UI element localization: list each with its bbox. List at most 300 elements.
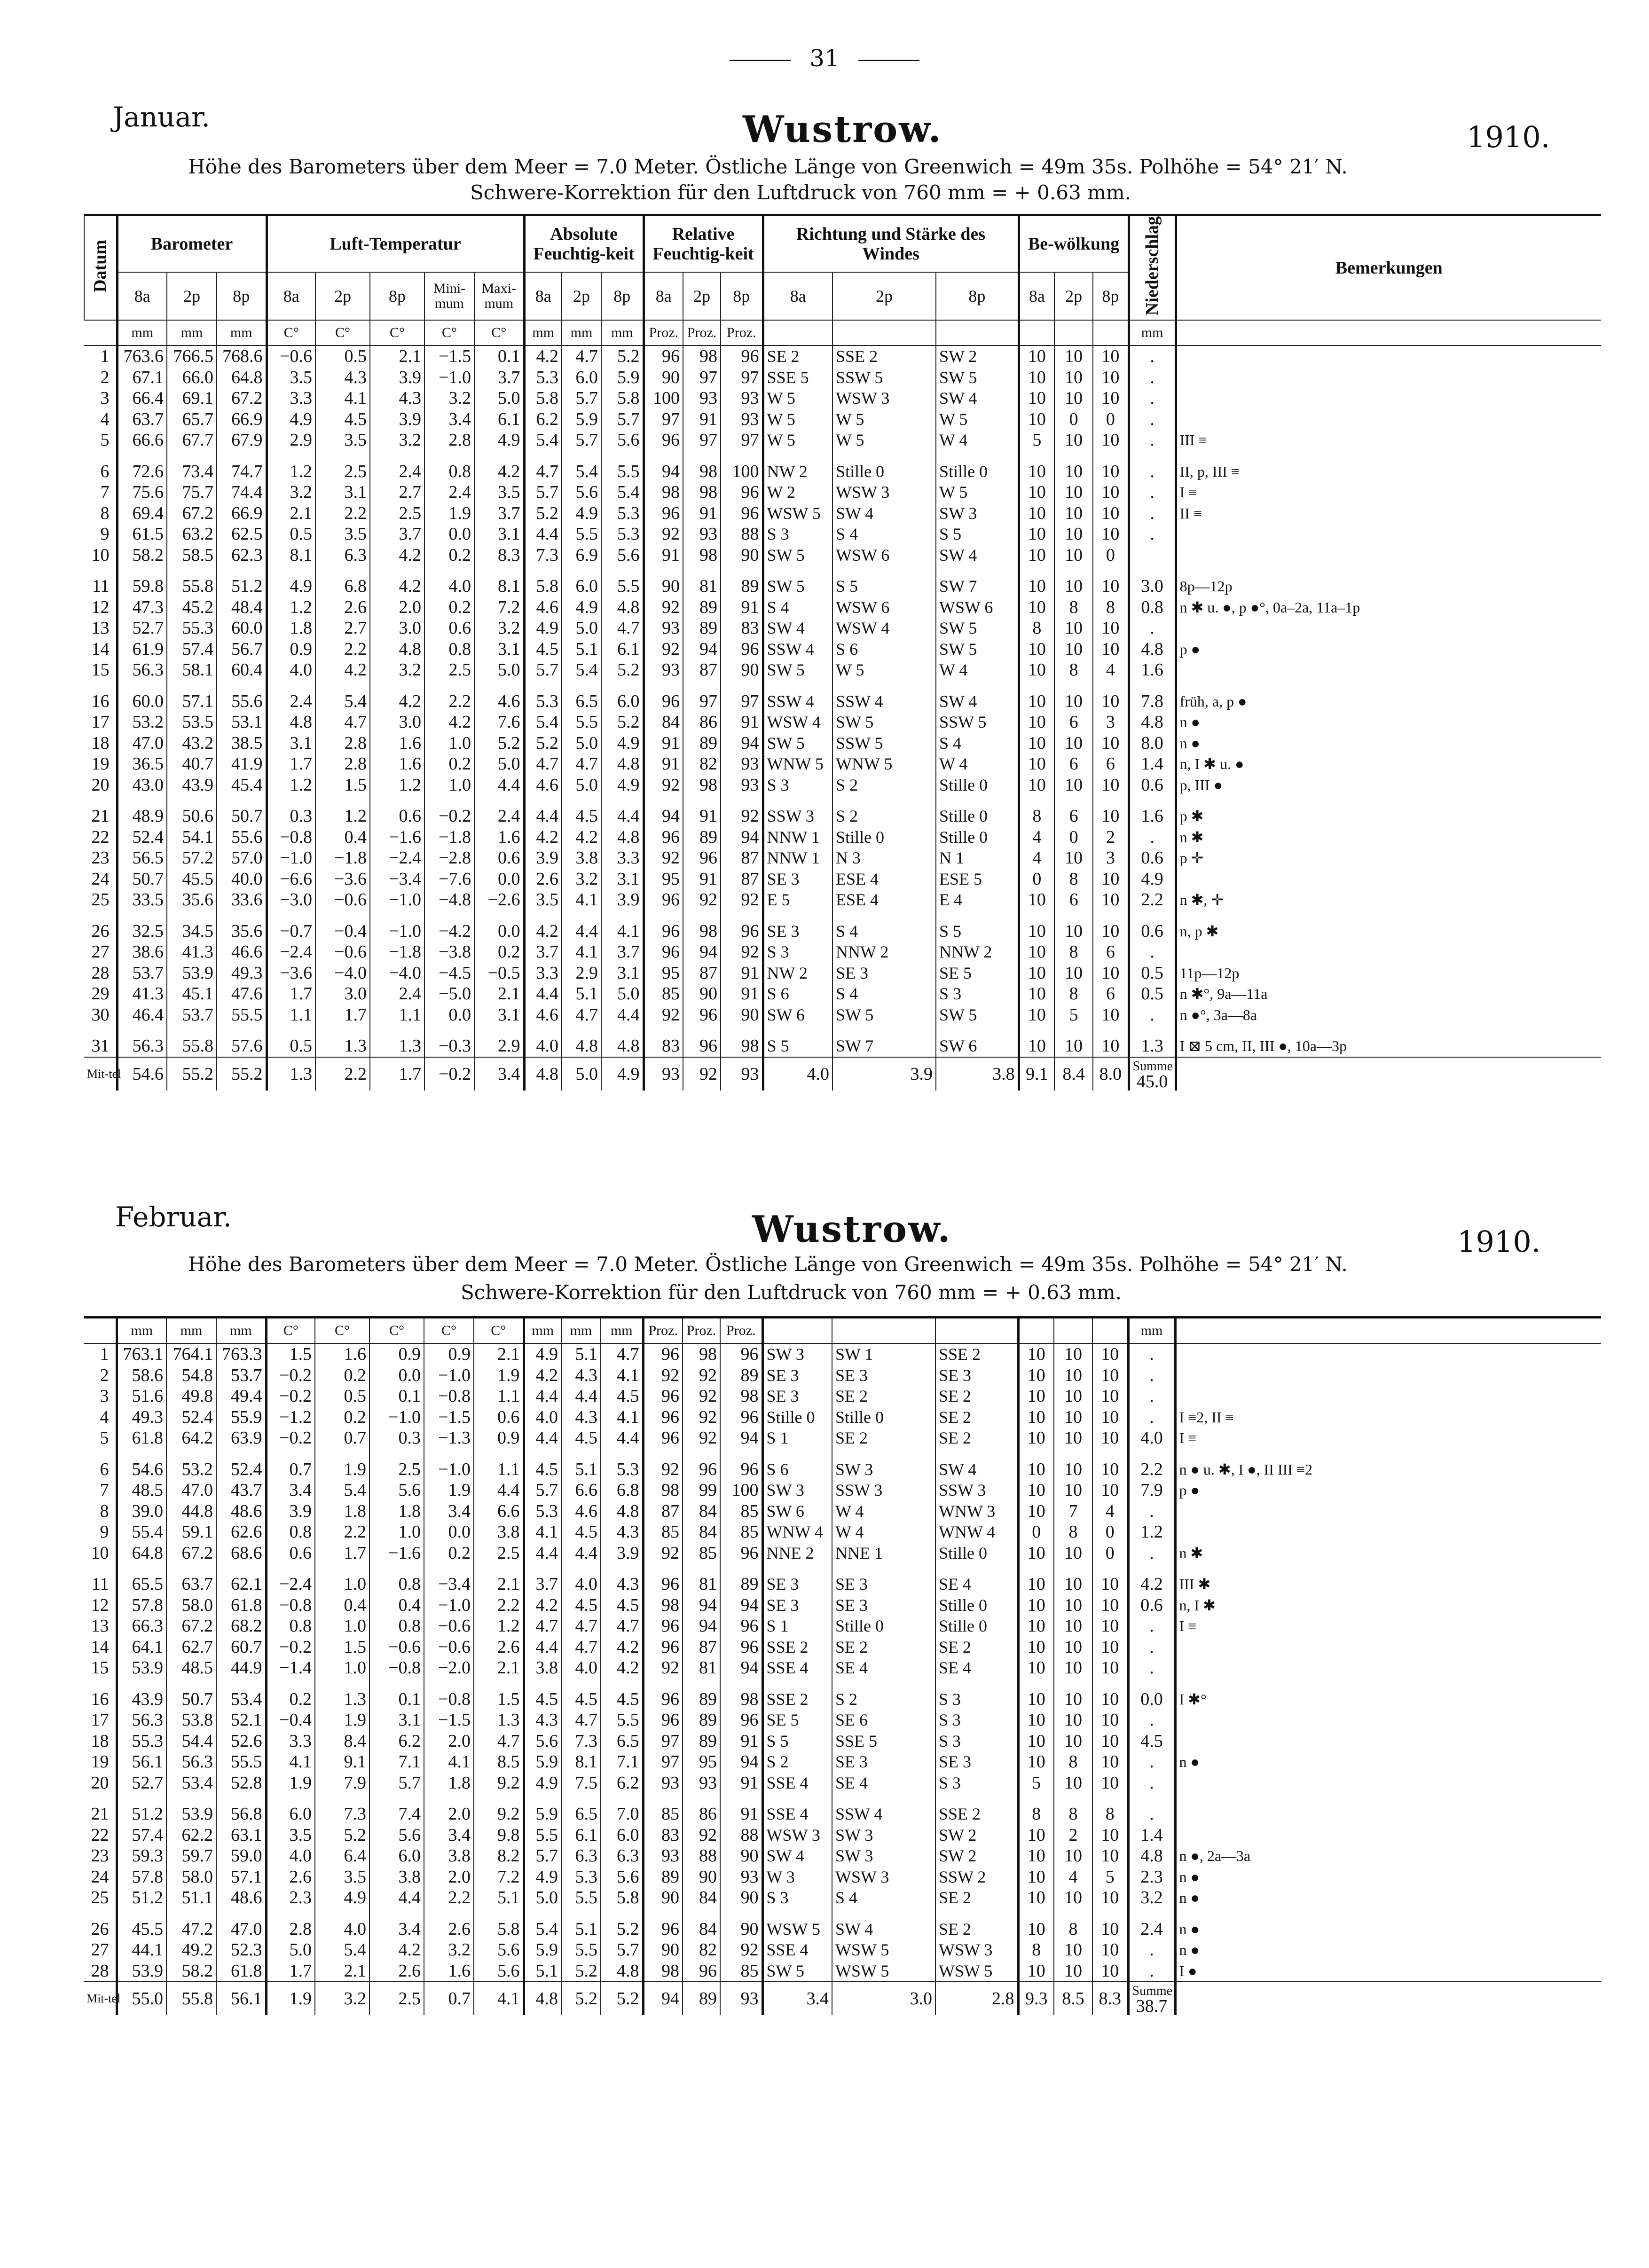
value-cell: 72.6 bbox=[117, 461, 167, 482]
value-cell: 8.1 bbox=[267, 545, 315, 566]
value-cell: 1.3 bbox=[370, 1036, 424, 1057]
value-cell: 93 bbox=[683, 388, 721, 409]
value-cell: 95 bbox=[683, 1751, 720, 1773]
value-cell: 3.9 bbox=[370, 409, 424, 430]
value-cell: 2.0 bbox=[424, 1804, 474, 1825]
table-row bbox=[84, 1845, 1601, 1867]
value-cell: 94 bbox=[721, 733, 763, 754]
day-cell: 26 bbox=[91, 1919, 109, 1939]
gap-cell bbox=[562, 451, 601, 461]
mittel-cloud: 8.4 bbox=[1054, 1057, 1093, 1091]
gap-cell bbox=[720, 1793, 762, 1804]
value-cell: 96 bbox=[644, 942, 683, 963]
value-cell: N 1 bbox=[936, 848, 1019, 869]
remark-cell: n, I ✱ u. ● bbox=[1176, 753, 1601, 775]
value-cell: 60.0 bbox=[217, 618, 267, 639]
value-cell: 5 bbox=[1092, 1867, 1128, 1888]
remark-cell bbox=[1176, 545, 1601, 566]
value-cell: 2.9 bbox=[267, 430, 315, 451]
value-cell: NNE 2 bbox=[762, 1543, 832, 1564]
summe-label: Summe bbox=[1132, 1059, 1173, 1074]
value-cell: 9.2 bbox=[474, 1773, 524, 1794]
gap-cell bbox=[369, 1793, 424, 1804]
value-cell: 4.0 bbox=[1128, 1428, 1175, 1449]
value-cell: . bbox=[1128, 1343, 1175, 1365]
gap-cell bbox=[832, 451, 936, 461]
gap-cell bbox=[315, 1563, 369, 1574]
value-cell: 55.8 bbox=[167, 1036, 217, 1057]
value-cell: SW 4 bbox=[935, 1459, 1018, 1480]
value-cell: 0.2 bbox=[315, 1365, 369, 1386]
gap-cell bbox=[561, 1449, 601, 1459]
value-cell: 3.9 bbox=[601, 889, 644, 910]
value-cell: . bbox=[1129, 409, 1176, 430]
day-cell: 11 bbox=[92, 576, 110, 596]
gap-cell bbox=[683, 910, 721, 921]
value-cell: 0.0 bbox=[424, 1005, 474, 1026]
value-cell: 3.1 bbox=[315, 482, 370, 503]
value-cell: 1.9 bbox=[315, 1710, 369, 1731]
remark-cell: III ✱ bbox=[1175, 1574, 1601, 1595]
value-cell: 45.5 bbox=[167, 869, 217, 890]
value-cell: 3.7 bbox=[474, 503, 524, 524]
value-cell: SW 7 bbox=[832, 1036, 936, 1057]
value-cell: 4.2 bbox=[370, 576, 424, 597]
value-cell: 85 bbox=[683, 1543, 720, 1564]
table-row bbox=[84, 503, 1601, 524]
gap-cell bbox=[167, 565, 217, 576]
value-cell: SSE 5 bbox=[832, 1731, 935, 1752]
value-cell: 67.9 bbox=[217, 430, 267, 451]
value-cell: 4.4 bbox=[524, 1543, 561, 1564]
value-cell: . bbox=[1128, 1710, 1175, 1731]
remark-cell: n ● u. ✱, I ●, II III ≡2 bbox=[1175, 1459, 1601, 1480]
value-cell: 0.1 bbox=[474, 345, 524, 367]
value-cell: 53.5 bbox=[167, 712, 217, 733]
value-cell: 10 bbox=[1019, 691, 1054, 712]
day-cell: 14 bbox=[91, 1637, 109, 1657]
value-cell: 7.9 bbox=[315, 1773, 369, 1794]
value-cell: 96 bbox=[643, 1428, 683, 1449]
value-cell: 10 bbox=[1018, 1887, 1054, 1908]
value-cell: 0.4 bbox=[369, 1595, 424, 1616]
value-cell: 10 bbox=[1018, 1919, 1054, 1940]
value-cell: 93 bbox=[643, 1845, 683, 1867]
value-cell: 1.3 bbox=[315, 1036, 370, 1057]
gap-cell bbox=[762, 1908, 832, 1919]
gap-cell bbox=[763, 681, 832, 691]
value-cell: 47.2 bbox=[166, 1919, 216, 1940]
value-cell: 91 bbox=[644, 753, 683, 775]
value-cell: 86 bbox=[683, 712, 721, 733]
row-gap bbox=[84, 795, 1601, 806]
value-cell: 92 bbox=[644, 1005, 683, 1026]
gap-cell bbox=[524, 1025, 562, 1036]
remark-cell: n ● bbox=[1175, 1887, 1601, 1908]
table-row bbox=[84, 1751, 1601, 1773]
mittel-value: 2.2 bbox=[315, 1057, 370, 1091]
row-gap bbox=[84, 1449, 1601, 1459]
value-cell: 10 bbox=[1054, 1689, 1092, 1710]
value-cell: 89 bbox=[683, 618, 721, 639]
value-cell: 35.6 bbox=[167, 889, 217, 910]
value-cell: 4.5 bbox=[315, 409, 370, 430]
gap-cell bbox=[644, 910, 683, 921]
summe-cell bbox=[1129, 1057, 1176, 1091]
gap-cell bbox=[644, 565, 683, 576]
day-cell: 24 bbox=[91, 869, 110, 889]
day-cell: 29 bbox=[91, 984, 110, 1004]
unit-cell bbox=[832, 1318, 935, 1344]
value-cell: 10 bbox=[1018, 1825, 1054, 1846]
value-cell: 93 bbox=[644, 659, 683, 681]
value-cell: 6.0 bbox=[562, 367, 601, 388]
value-cell: 53.4 bbox=[166, 1773, 216, 1794]
value-cell: 763.1 bbox=[117, 1343, 166, 1365]
value-cell: 2.8 bbox=[266, 1919, 315, 1940]
value-cell: 48.5 bbox=[117, 1480, 166, 1501]
value-cell: 764.1 bbox=[166, 1343, 216, 1365]
value-cell: 1.9 bbox=[424, 503, 474, 524]
value-cell: −1.8 bbox=[424, 827, 474, 848]
gap-cell bbox=[474, 1908, 524, 1919]
value-cell: 90 bbox=[683, 1867, 720, 1888]
value-cell: 97 bbox=[721, 691, 763, 712]
value-cell: 85 bbox=[720, 1501, 762, 1522]
gap-cell bbox=[117, 910, 167, 921]
gap-cell bbox=[424, 910, 474, 921]
value-cell: 2.2 bbox=[424, 1887, 474, 1908]
value-cell: 96 bbox=[721, 503, 763, 524]
value-cell: 90 bbox=[644, 576, 683, 597]
value-cell: 1.7 bbox=[267, 753, 315, 775]
value-cell: 5.6 bbox=[562, 482, 601, 503]
day-cell: 21 bbox=[91, 1804, 109, 1824]
mittel-value: 5.2 bbox=[601, 1982, 643, 2015]
value-cell: −0.8 bbox=[267, 827, 315, 848]
hdr-8a: 8a bbox=[267, 272, 315, 320]
value-cell: 10 bbox=[1019, 503, 1054, 524]
value-cell: SE 3 bbox=[935, 1751, 1018, 1773]
value-cell: 92 bbox=[683, 1386, 720, 1407]
gap-cell bbox=[601, 451, 644, 461]
value-cell: 5.4 bbox=[562, 659, 601, 681]
value-cell: 10 bbox=[1054, 1845, 1092, 1867]
hdr-8a: 8a bbox=[117, 272, 167, 320]
value-cell: SE 2 bbox=[832, 1428, 935, 1449]
hdr-8p: 8p bbox=[217, 272, 267, 320]
day-cell: 3 bbox=[100, 388, 110, 408]
gap-cell bbox=[1129, 795, 1176, 806]
value-cell: 10 bbox=[1054, 1773, 1092, 1794]
remark-cell bbox=[1176, 409, 1601, 430]
value-cell: 10 bbox=[1018, 1595, 1054, 1616]
value-cell: 50.7 bbox=[217, 806, 267, 827]
remark-cell bbox=[1176, 942, 1601, 963]
gap-cell bbox=[524, 1793, 561, 1804]
value-cell: 6.1 bbox=[561, 1825, 601, 1846]
table-row bbox=[84, 1480, 1601, 1501]
value-cell: 5.3 bbox=[524, 367, 562, 388]
value-cell: 6.8 bbox=[601, 1480, 643, 1501]
value-cell: 98 bbox=[683, 1343, 720, 1365]
value-cell: SSE 5 bbox=[763, 367, 832, 388]
value-cell: 96 bbox=[644, 345, 683, 367]
value-cell: −0.2 bbox=[424, 806, 474, 827]
value-cell: 10 bbox=[1092, 1595, 1128, 1616]
value-cell: 3.4 bbox=[369, 1919, 424, 1940]
value-cell: 5.7 bbox=[524, 1845, 561, 1867]
value-cell: 10 bbox=[1018, 1428, 1054, 1449]
gap-cell bbox=[370, 565, 424, 576]
value-cell: 2.2 bbox=[424, 691, 474, 712]
gap-cell bbox=[217, 1025, 267, 1036]
value-cell: 4.9 bbox=[1129, 869, 1176, 890]
value-cell: 96 bbox=[720, 1543, 762, 1564]
value-cell: 66.6 bbox=[117, 430, 167, 451]
value-cell: 54.1 bbox=[167, 827, 217, 848]
value-cell: . bbox=[1129, 367, 1176, 388]
mittel-wind-strength: 3.4 bbox=[762, 1982, 832, 2015]
value-cell: −0.2 bbox=[266, 1365, 315, 1386]
day-cell: 10 bbox=[91, 545, 110, 565]
gap-cell bbox=[315, 1025, 370, 1036]
gap-cell bbox=[562, 681, 601, 691]
value-cell: NW 2 bbox=[763, 461, 832, 482]
value-cell: 10 bbox=[1093, 806, 1129, 827]
value-cell: 94 bbox=[720, 1428, 762, 1449]
value-cell: 97 bbox=[683, 367, 721, 388]
value-cell: 5.8 bbox=[601, 388, 644, 409]
value-cell: S 3 bbox=[935, 1710, 1018, 1731]
value-cell: 2.4 bbox=[474, 806, 524, 827]
value-cell: 100 bbox=[644, 388, 683, 409]
table-row bbox=[84, 869, 1601, 890]
value-cell: 10 bbox=[1019, 983, 1054, 1005]
gap-cell bbox=[166, 1449, 216, 1459]
value-cell: 3.7 bbox=[524, 1574, 561, 1595]
value-cell: 96 bbox=[643, 1637, 683, 1658]
value-cell: 53.9 bbox=[167, 963, 217, 984]
value-cell: 10 bbox=[1054, 1710, 1092, 1731]
value-cell: 4.0 bbox=[315, 1919, 369, 1940]
value-cell: 91 bbox=[720, 1773, 762, 1794]
value-cell: . bbox=[1129, 942, 1176, 963]
value-cell: 6.1 bbox=[474, 409, 524, 430]
value-cell: 96 bbox=[643, 1919, 683, 1940]
gap-cell bbox=[601, 1025, 644, 1036]
value-cell: 4.8 bbox=[562, 1036, 601, 1057]
value-cell: 2.7 bbox=[315, 618, 370, 639]
value-cell: 87 bbox=[721, 869, 763, 890]
value-cell: Stille 0 bbox=[936, 806, 1019, 827]
value-cell: −3.0 bbox=[267, 889, 315, 910]
value-cell: SW 5 bbox=[936, 618, 1019, 639]
table-row bbox=[84, 1867, 1601, 1888]
value-cell: . bbox=[1128, 1804, 1175, 1825]
gap-cell bbox=[1129, 451, 1176, 461]
value-cell: 52.4 bbox=[166, 1407, 216, 1428]
table-row bbox=[84, 1689, 1601, 1710]
remark-cell bbox=[1176, 388, 1601, 409]
day-cell: 13 bbox=[91, 618, 110, 638]
day-cell: 15 bbox=[91, 660, 110, 680]
value-cell: W 3 bbox=[762, 1867, 832, 1888]
value-cell: 10 bbox=[1054, 848, 1093, 869]
value-cell: 94 bbox=[720, 1751, 762, 1773]
gap-cell bbox=[474, 565, 524, 576]
value-cell: 2.5 bbox=[315, 461, 370, 482]
value-cell: 0.7 bbox=[315, 1428, 369, 1449]
unit-cell bbox=[832, 320, 936, 345]
value-cell: 10 bbox=[1018, 1710, 1054, 1731]
gap-cell bbox=[562, 795, 601, 806]
value-cell: 10 bbox=[1093, 482, 1129, 503]
value-cell: 59.3 bbox=[117, 1845, 166, 1867]
table-row bbox=[84, 942, 1601, 963]
gap-cell bbox=[601, 565, 644, 576]
value-cell: 10 bbox=[1018, 1616, 1054, 1637]
value-cell: 10 bbox=[1054, 503, 1093, 524]
remark-cell: II, p, III ≡ bbox=[1176, 461, 1601, 482]
value-cell: 0.0 bbox=[474, 869, 524, 890]
value-cell: 87 bbox=[683, 1637, 720, 1658]
value-cell: 10 bbox=[1019, 1036, 1054, 1057]
gap-cell bbox=[1176, 451, 1601, 461]
value-cell: 10 bbox=[1093, 1005, 1129, 1026]
value-cell: 5.9 bbox=[524, 1751, 561, 1773]
value-cell: SW 5 bbox=[763, 576, 832, 597]
value-cell: . bbox=[1128, 1501, 1175, 1522]
value-cell: 44.9 bbox=[216, 1657, 266, 1679]
day-cell: 24 bbox=[91, 1867, 109, 1887]
value-cell: 2.7 bbox=[370, 482, 424, 503]
value-cell: 1.6 bbox=[315, 1343, 369, 1365]
value-cell: 4.4 bbox=[524, 1386, 561, 1407]
value-cell: 98 bbox=[683, 482, 721, 503]
value-cell: 2 bbox=[1054, 1825, 1092, 1846]
value-cell: 1.8 bbox=[369, 1501, 424, 1522]
table-row bbox=[84, 733, 1601, 754]
value-cell: 5.1 bbox=[474, 1887, 524, 1908]
station-info-januar: Höhe des Barometers über dem Meer = 7.0 Meter. Östliche Länge von Greenwich = 49m 35s. Polhöhe = 54° 21′ N. bbox=[188, 155, 1348, 178]
value-cell: 2.4 bbox=[267, 691, 315, 712]
gap-cell bbox=[720, 1908, 762, 1919]
value-cell: −1.0 bbox=[424, 367, 474, 388]
value-cell: 4.7 bbox=[562, 753, 601, 775]
value-cell: 8.5 bbox=[474, 1751, 524, 1773]
value-cell: 56.1 bbox=[117, 1751, 166, 1773]
value-cell: 10 bbox=[1093, 345, 1129, 367]
gap-cell bbox=[1092, 1908, 1128, 1919]
value-cell: 3.8 bbox=[562, 848, 601, 869]
gap-cell bbox=[1093, 795, 1129, 806]
value-cell: 55.3 bbox=[117, 1731, 166, 1752]
day-cell: 23 bbox=[91, 1846, 109, 1866]
value-cell: SW 5 bbox=[763, 659, 832, 681]
value-cell: 3.1 bbox=[474, 639, 524, 660]
row-gap bbox=[84, 1563, 1601, 1574]
value-cell: S 6 bbox=[763, 983, 832, 1005]
value-cell: 52.4 bbox=[216, 1459, 266, 1480]
value-cell: 3.2 bbox=[562, 869, 601, 890]
value-cell: 5.2 bbox=[601, 1919, 643, 1940]
gap-cell bbox=[936, 910, 1019, 921]
value-cell: 5.9 bbox=[562, 409, 601, 430]
day-cell: 12 bbox=[91, 597, 110, 617]
value-cell: 58.5 bbox=[167, 545, 217, 566]
value-cell: S 3 bbox=[763, 524, 832, 545]
value-cell: 51.2 bbox=[217, 576, 267, 597]
value-cell: SW 6 bbox=[762, 1501, 832, 1522]
value-cell: 47.3 bbox=[117, 597, 167, 618]
value-cell: 33.5 bbox=[117, 889, 167, 910]
value-cell: 4.4 bbox=[369, 1887, 424, 1908]
gap-cell bbox=[1129, 681, 1176, 691]
day-cell: 7 bbox=[100, 482, 110, 502]
value-cell: 50.6 bbox=[167, 806, 217, 827]
gap-cell bbox=[267, 565, 315, 576]
gap-cell bbox=[1054, 681, 1093, 691]
value-cell: 43.9 bbox=[117, 1689, 166, 1710]
value-cell: 92 bbox=[683, 1365, 720, 1386]
value-cell: 1.8 bbox=[267, 618, 315, 639]
table-row bbox=[84, 597, 1601, 618]
gap-cell bbox=[644, 795, 683, 806]
value-cell: 10 bbox=[1019, 733, 1054, 754]
gap-cell bbox=[267, 795, 315, 806]
value-cell: 10 bbox=[1018, 1689, 1054, 1710]
mittel-value: 0.7 bbox=[424, 1982, 474, 2015]
gap-cell bbox=[217, 565, 267, 576]
value-cell: 2.8 bbox=[424, 430, 474, 451]
value-cell: 55.9 bbox=[216, 1407, 266, 1428]
value-cell: 1.6 bbox=[474, 827, 524, 848]
remark-cell: n ●°, 3a—8a bbox=[1176, 1005, 1601, 1026]
gap-cell bbox=[424, 1679, 474, 1689]
gap-cell bbox=[1176, 910, 1601, 921]
gap-cell bbox=[370, 451, 424, 461]
gap-cell bbox=[1054, 565, 1093, 576]
value-cell: 91 bbox=[683, 409, 721, 430]
value-cell: SW 5 bbox=[832, 1005, 936, 1026]
value-cell: 6.2 bbox=[369, 1731, 424, 1752]
value-cell: 92 bbox=[720, 1939, 762, 1961]
value-cell: 4.2 bbox=[369, 1939, 424, 1961]
value-cell: 0 bbox=[1093, 409, 1129, 430]
value-cell: 3.5 bbox=[524, 889, 562, 910]
value-cell: 4.4 bbox=[474, 775, 524, 796]
value-cell: E 5 bbox=[763, 889, 832, 910]
gap-cell bbox=[216, 1908, 266, 1919]
gap-cell bbox=[117, 795, 167, 806]
value-cell: 3.1 bbox=[601, 963, 644, 984]
value-cell: 3.2 bbox=[370, 659, 424, 681]
value-cell: 97 bbox=[643, 1751, 683, 1773]
value-cell: 57.4 bbox=[117, 1825, 166, 1846]
value-cell: 85 bbox=[644, 983, 683, 1005]
table-row bbox=[84, 753, 1601, 775]
day-cell: 4 bbox=[100, 1407, 109, 1427]
value-cell: S 4 bbox=[832, 983, 936, 1005]
value-cell: 10 bbox=[1054, 1543, 1092, 1564]
gap-cell bbox=[424, 1449, 474, 1459]
value-cell: 98 bbox=[683, 921, 721, 942]
mittel-value: 55.2 bbox=[217, 1057, 267, 1091]
gap-cell bbox=[84, 451, 117, 461]
gap-cell bbox=[315, 451, 370, 461]
gap-cell bbox=[763, 795, 832, 806]
